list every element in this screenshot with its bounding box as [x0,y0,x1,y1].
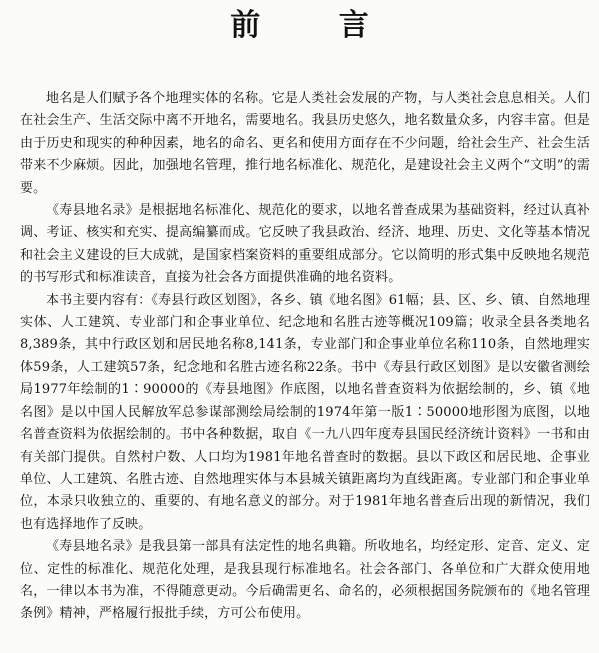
preface-body [20,88,590,626]
paragraph-intro: 地名是人们赋予各个地理实体的名称。它是人类社会发展的产物，与人类社会息息相关。人们在社会生产、生活交际中离不开地名，需要地名。我县历史悠久，地名数量众多，内容丰富。但是由于历史和现实的种种因素，地名的命名、更名和使用方面存在不少问题，给社会生产、社会生活带来不少麻烦。因此，加强地名管理，推行地名标准化、规范化，是建设社会主义两个“文明”的需要。 [20,91,590,196]
paragraph-authority: 《寿县地名录》是我县第一部具有法定性的地名典籍。所收地名，均经定形、定音、定义、定位、定性的标准化、规范化处理，是我县现行标准地名。社会各部门、各单位和广大群众使用地名，一律以本书为准，不得随意更动。今后确需更名、命名的，必须根据国务院颁布的《地名管理条例》精神，严格履行报批手续，方可公布使用。 [20,539,590,622]
page-title: 前 言 [230,8,403,43]
paragraph-contents: 本书主要内容有：《寿县行政区划图》，各乡、镇《地名图》61幅；县、区、乡、镇、自然地理实体、人工建筑、专业部门和企事业单位、纪念地和名胜古迹等概况109篇；收录全县各类地名8,389条，其中行政区划和居民地名称8,141条，专业部门和企事业单位名称110条，自然地理实体59条，人工建筑57条，纪念地和名胜古迹名称22条。书中《寿县行政区划图》是以安徽省测绘局1977年绘制的1∶90000的《寿县地图》作底图，以地名普查资料为依据绘制的，乡、镇《地名图》是以中国人民解放军总参谋部测绘局绘制的1974年第一版1∶50000地形图为底图，以地名普查资料为依据绘制的。书中各种数据，取自《一九八四年度寿县国民经济统计资料》一书和由有关部门提供。自然村户数、人口均为1981年地名普查时的数据。县以下政区和居民地、企事业单位、人工建筑、名胜古迹、自然地理实体与本县城关镇距离均为直线距离。专业部门和企事业单位，本录只收独立的、重要的、有地名意义的部分。对于1981年地名普查后出现的新情况，我们也有选择地作了反映。 [20,292,590,532]
paragraph-purpose: 《寿县地名录》是根据地名标准化、规范化的要求，以地名普查成果为基础资料，经过认真补调、考证、核实和充实、提高编纂而成。它反映了我县政治、经济、地理、历史、文化等基本情况和社会主义建设的巨大成就，是国家档案资料的重要组成部分。它以简明的形式集中反映地名规范的书写形式和标准读音，直接为社会各方面提供准确的地名资料。 [20,203,590,286]
